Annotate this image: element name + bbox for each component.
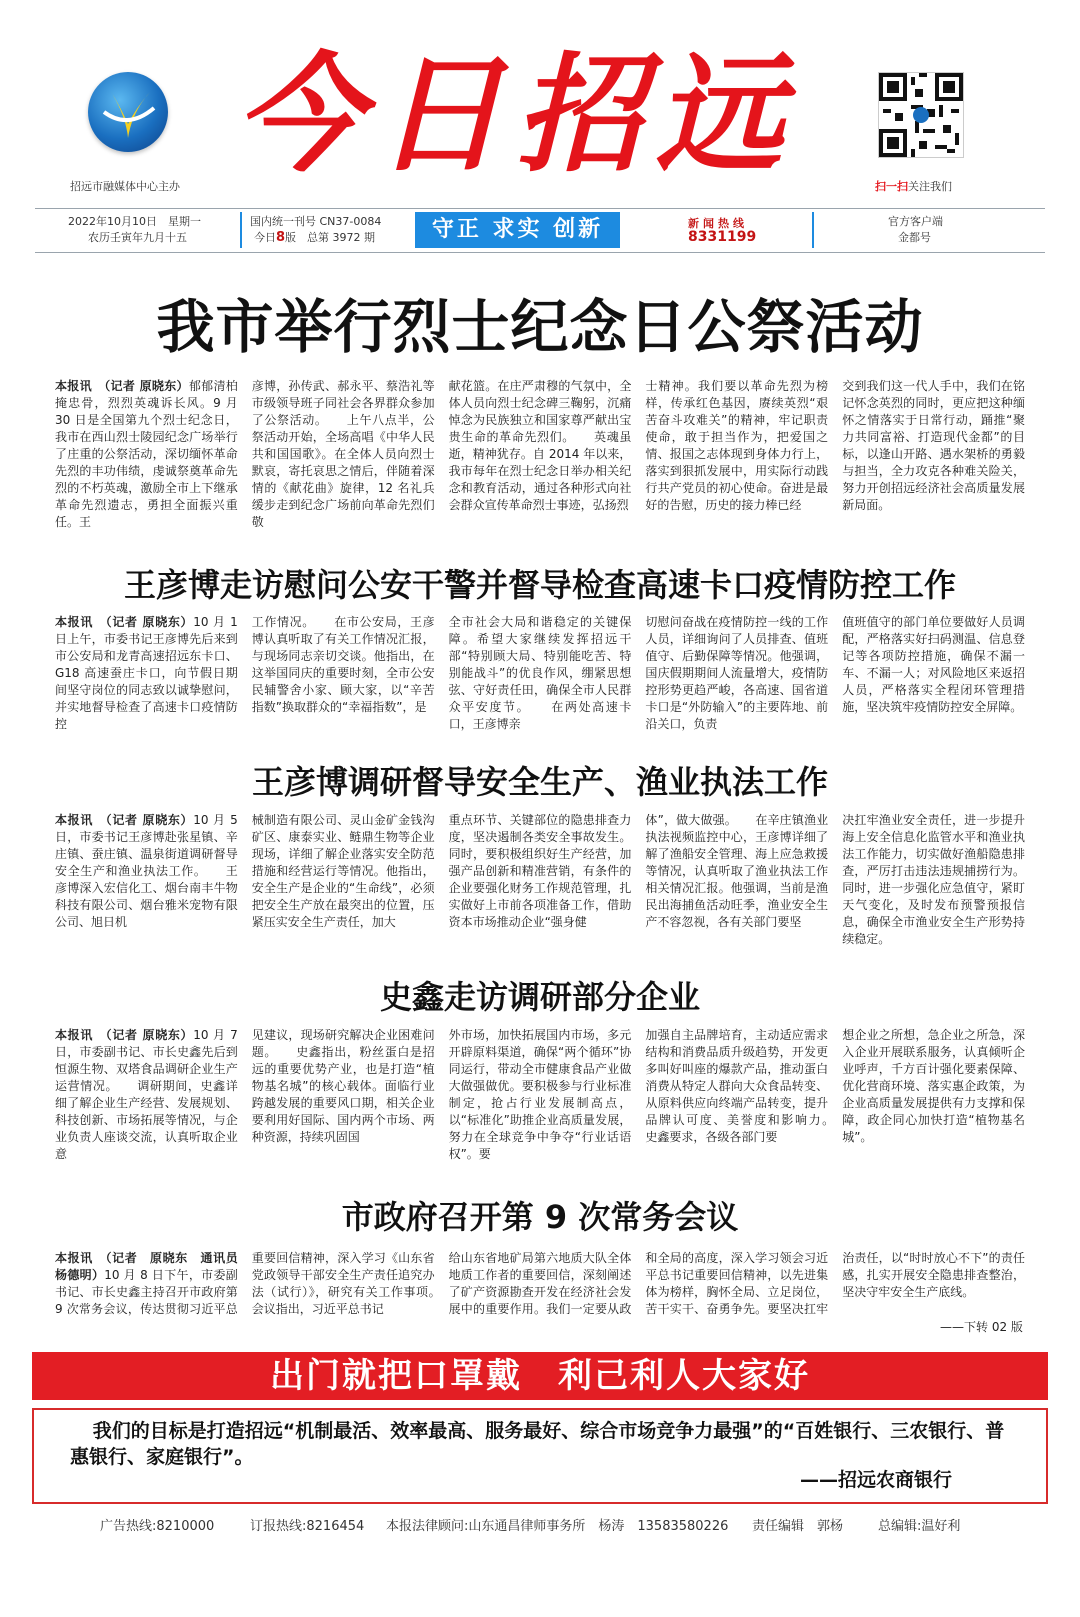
strip-top-rule xyxy=(35,208,1045,209)
headline-1: 我市举行烈士纪念日公祭活动 xyxy=(156,293,924,361)
article-column: 本报讯 （记者 原晓东）10 月 5 日，市委书记王彦博赴张星镇、辛庄镇、蚕庄镇、温泉街道调研督导安全生产和渔业执法工作。 王彦博深入宏信化工、烟台南丰牛物科技有限公司、烟台雅米宠物有限公司、旭日机 xyxy=(55,813,238,929)
serial-number: 国内统一刊号 CN37-0084 xyxy=(250,215,382,228)
footer-editor: 责任编辑 郭杨 xyxy=(752,1519,844,1534)
footer-ad-hotline: 广告热线:8210000 xyxy=(100,1519,215,1534)
headline-3: 王彦博调研督导安全生产、渔业执法工作 xyxy=(251,763,828,801)
page-info: 今日8版 总第 3972 期 xyxy=(254,230,376,245)
qr-code-icon xyxy=(878,72,964,158)
article-column: 士精神。我们要以革命先烈为榜样，传承红色基因，赓续英烈“艰苦奋斗攻难关”的精神，牢记职责使命，敢于担当作为，把爱国之情、报国之志体现到身体力行上，落实到狠抓发展中，用实际行动践行共产党员的初心使命。奋进是最好的告慰，历史的接力棒已经 xyxy=(645,379,829,512)
article-5-body xyxy=(55,1250,1025,1318)
article-column: 治责任，以“时时放心不下”的责任感，扎实开展安全隐患排查整治，坚决守牢安全生产底线。 xyxy=(842,1251,1025,1299)
article-column: 体”，做大做强。 在辛庄镇渔业执法视频监控中心，王彦博详细了解了渔船安全管理、海上应急救援等情况，认真听取了渔业执法工作相关情况汇报。他强调，当前是渔民出海捕鱼活动旺季，渔业安全生产不容忽视，各有关部门要坚 xyxy=(645,813,829,929)
separator xyxy=(812,212,814,248)
mask-slogan-banner: 出门就把口罩戴 利己利人大家好 xyxy=(32,1352,1048,1400)
motto-banner: 守正 求实 创新 xyxy=(415,212,620,248)
article-column: 械制造有限公司、灵山金矿金钱沟矿区、康泰实业、鲢鼎生物等企业现场，详细了解企业落实安全防范措施和经营运行等情况。他指出，安全生产是企业的“生命线”，必须把安全生产放在最突出的位置，压紧压实安全生产责任，加大 xyxy=(251,813,435,929)
article-column: 重要回信精神，深入学习《山东省党政领导干部安全生产责任追究办法（试行）》，研究有关工作事项。 会议指出，习近平总书记 xyxy=(251,1251,435,1316)
article-column: 本报讯 （记者 原晓东 通讯员 杨德明）10 月 8 日下午，市委副书记、市长史鑫主持召开市政府第 9 次常务会议，传达贯彻习近平总 xyxy=(55,1251,238,1316)
headline-2: 王彦博走访慰问公安干警并督导检查高速卡口疫情防控工作 xyxy=(123,566,956,604)
article-1-body xyxy=(55,378,1025,530)
article-column: 献花篮。在庄严肃穆的气氛中，全体人员向烈士纪念碑三鞠躬，沉痛悼念为民族独立和国家尊严献出宝贵生命的革命先烈们。 英魂虽逝，精神犹存。自 2014 年以来，我市每年在烈士纪念日举办相关纪念和教育活动，通过各种形式向社会群众宣传革命烈士事迹，弘扬烈 xyxy=(448,379,632,512)
bank-ad-text: 我们的目标是打造招远“机制最活、效率最高、服务最好、综合市场竞争力最强”的“百姓银行、三农银行、普惠银行、家庭银行”。 xyxy=(70,1420,1005,1468)
footer-subscribe: 订报热线:8216454 xyxy=(250,1519,365,1534)
hotline-label: 新闻热线 xyxy=(688,217,748,230)
article-column: 外市场，加快拓展国内市场，多元开辟原料渠道，确保“两个循环”协同运行，带动全市健康食品产业做大做强做优。要积极参与行业标准制定，抢占行业发展制高点，以“标准化”助推企业高质量发展，努力在全球竞争中争夺“行业话语权”。要 xyxy=(448,1028,632,1161)
separator xyxy=(240,212,242,248)
article-column: 全市社会大局和谐稳定的关键保障。希望大家继续发挥招远干部“特别顾大局、特别能吃苦、特别能战斗”的优良作风，绷紧思想弦、守好责任田，确保全市人民群众平安度节。 在两处高速卡口，王彦博亲 xyxy=(448,615,632,731)
article-3-body xyxy=(55,812,1025,948)
hotline-number: 8331199 xyxy=(688,229,757,245)
lunar-date: 农历壬寅年九月十五 xyxy=(88,231,187,244)
bank-ad-signature: ——招远农商银行 xyxy=(800,1469,953,1491)
organizer-text: 招远市融媒体中心主办 xyxy=(70,180,180,193)
article-column: 决扛牢渔业安全责任，进一步提升海上安全信息化监管水平和渔业执法工作能力，切实做好渔船隐患排查，严厉打击违法违规捕捞行为。同时，进一步强化应急值守，紧盯天气变化，及时发布预警预报信息，确保全市渔业安全生产形势持续稳定。 xyxy=(842,813,1025,946)
media-logo xyxy=(88,72,168,152)
article-4-body xyxy=(55,1027,1025,1163)
scan-prompt: 扫一扫关注我们 xyxy=(875,180,952,193)
article-column: 见建议，现场研究解决企业困难问题。 史鑫指出，粉丝蛋白是招远的重要优势产业，也是打造“植物基名城”的核心载体。面临行业跨越发展的重要风口期，相关企业要利用好国际、国内两个市场、两种资源，持续巩固国 xyxy=(251,1028,435,1144)
continued-note: ——下转 02 版 xyxy=(940,1320,1023,1334)
strip-bottom-rule xyxy=(35,252,1045,253)
article-column: 本报讯 （记者 原晓东）10 月 1 日上午，市委书记王彦博先后来到市公安局和龙青高速招远东卡口、G18 高速蚕庄卡口，向节假日期间坚守岗位的同志致以诚挚慰问，并实地督导检查了高速卡口疫情防控 xyxy=(55,615,238,731)
article-column: 切慰问奋战在疫情防控一线的工作人员，详细询问了人员排查、值班值守、后勤保障等情况。他强调，国庆假期期间人流量增大，疫情防控形势更趋严峻，各高速、国省道卡口是“外防输入”的主要阵地、前沿关口，负责 xyxy=(645,615,829,731)
headline-5: 市政府召开第 9 次常务会议 xyxy=(341,1198,739,1236)
article-column: 加强自主品牌培育，主动适应需求结构和消费品质升级趋势，开发更多叫好叫座的爆款产品，推动蛋白消费从特定人群向大众食品转变、从原料供应向终端产品转变，提升品牌认可度、美誉度和影响力。 史鑫要求，各级各部门要 xyxy=(645,1028,829,1144)
article-column: 想企业之所想，急企业之所急，深入企业开展联系服务，认真倾听企业呼声，千方百计强化要素保障、优化营商环境、落实惠企政策，为企业高质量发展提供有力支撑和保障，政企同心加快打造“植物基名城”。 xyxy=(842,1028,1025,1144)
article-column: 本报讯 （记者 原晓东）10 月 7 日，市委副书记、市长史鑫先后到恒源生物、双塔食品调研企业生产运营情况。 调研期间，史鑫详细了解企业生产经营、发展规划、科技创新、市场拓展等情况，与企业负责人座谈交流，认真听取企业意 xyxy=(55,1028,238,1161)
client-name: 金都号 xyxy=(898,231,931,244)
article-column: 和全局的高度，深入学习领会习近平总书记重要回信精神，以先进集体为榜样，胸怀全局、立足岗位，苦干实干、奋勇争先。要坚决扛牢 xyxy=(645,1251,829,1316)
footer-chief-editor: 总编辑:温好利 xyxy=(878,1519,961,1534)
article-column: 彦博，孙传武、郝永平、蔡浩礼等市级领导班子同社会各界群众参加了公祭活动。 上午八点半，公祭活动开始，全场高唱《中华人民共和国国歌》。在全体人员向烈士默哀，寄托哀思之情后，伴随着深情的《献花曲》旋律，12 名礼兵缓步走到纪念广场前向革命先烈们敬 xyxy=(251,379,435,529)
headline-4: 史鑫走访调研部分企业 xyxy=(379,978,700,1016)
article-column: 值班值守的部门单位要做好人员调配，严格落实好扫码测温、信息登记等各项防控措施，确保不漏一车、不漏一人；对风险地区来返招人员，严格落实全程闭环管理措施，坚决筑牢疫情防控安全屏障。 xyxy=(842,615,1025,714)
article-column: 交到我们这一代人手中，我们在铭记怀念英烈的同时，更应把这种缅怀之情落实于日常行动，踊推“聚力共同富裕、打造现代金都”的目标，以逢山开路、遇水架桥的勇毅与担当，全力攻克各种难关险关，努力开创招远经济社会高质量发展新局面。 xyxy=(842,379,1025,512)
date-line: 2022年10月10日 星期一 xyxy=(68,215,201,228)
article-column: 本报讯 （记者 原晓东）郁郁清柏掩忠骨，烈烈英魂诉长风。9 月 30 日是全国第九个烈士纪念日，我市在西山烈士陵园纪念广场举行了庄重的公祭活动，深切缅怀革命先烈的丰功伟绩，虔诚祭奠革命先烈的不朽英魂，激励全市上下继承革命先烈遗志，勇担全面振兴重任。王 xyxy=(55,379,238,529)
zhaoyuan-media-logo-icon xyxy=(88,72,168,152)
newspaper-title: 今日招远 xyxy=(235,40,796,190)
article-column: 给山东省地矿局第六地质大队全体地质工作者的重要回信，深刻阐述了矿产资源勘查开发在经济社会发展中的重要作用。我们一定要从政 xyxy=(448,1251,632,1316)
article-column: 重点环节、关键部位的隐患排查力度，坚决遏制各类安全事故发生。同时，要积极组织好生产经营，加强产品创新和精准营销，有条件的企业要强化财务工作规范管理，扎实做好上市前各项准备工作，借助资本市场推动企业“强身健 xyxy=(448,813,632,929)
client-label: 官方客户端 xyxy=(888,215,943,228)
article-2-body xyxy=(55,614,1025,734)
article-column: 工作情况。 在市公安局，王彦博认真听取了有关工作情况汇报，与现场同志亲切交谈。他指出，在这举国同庆的重要时刻，全市公安民辅警舍小家、顾大家，以“辛苦指数”换取群众的“幸福指数”，是 xyxy=(251,615,435,714)
footer-lawyer: 本报法律顾问:山东通昌律师事务所 杨涛 13583580226 xyxy=(386,1519,729,1534)
